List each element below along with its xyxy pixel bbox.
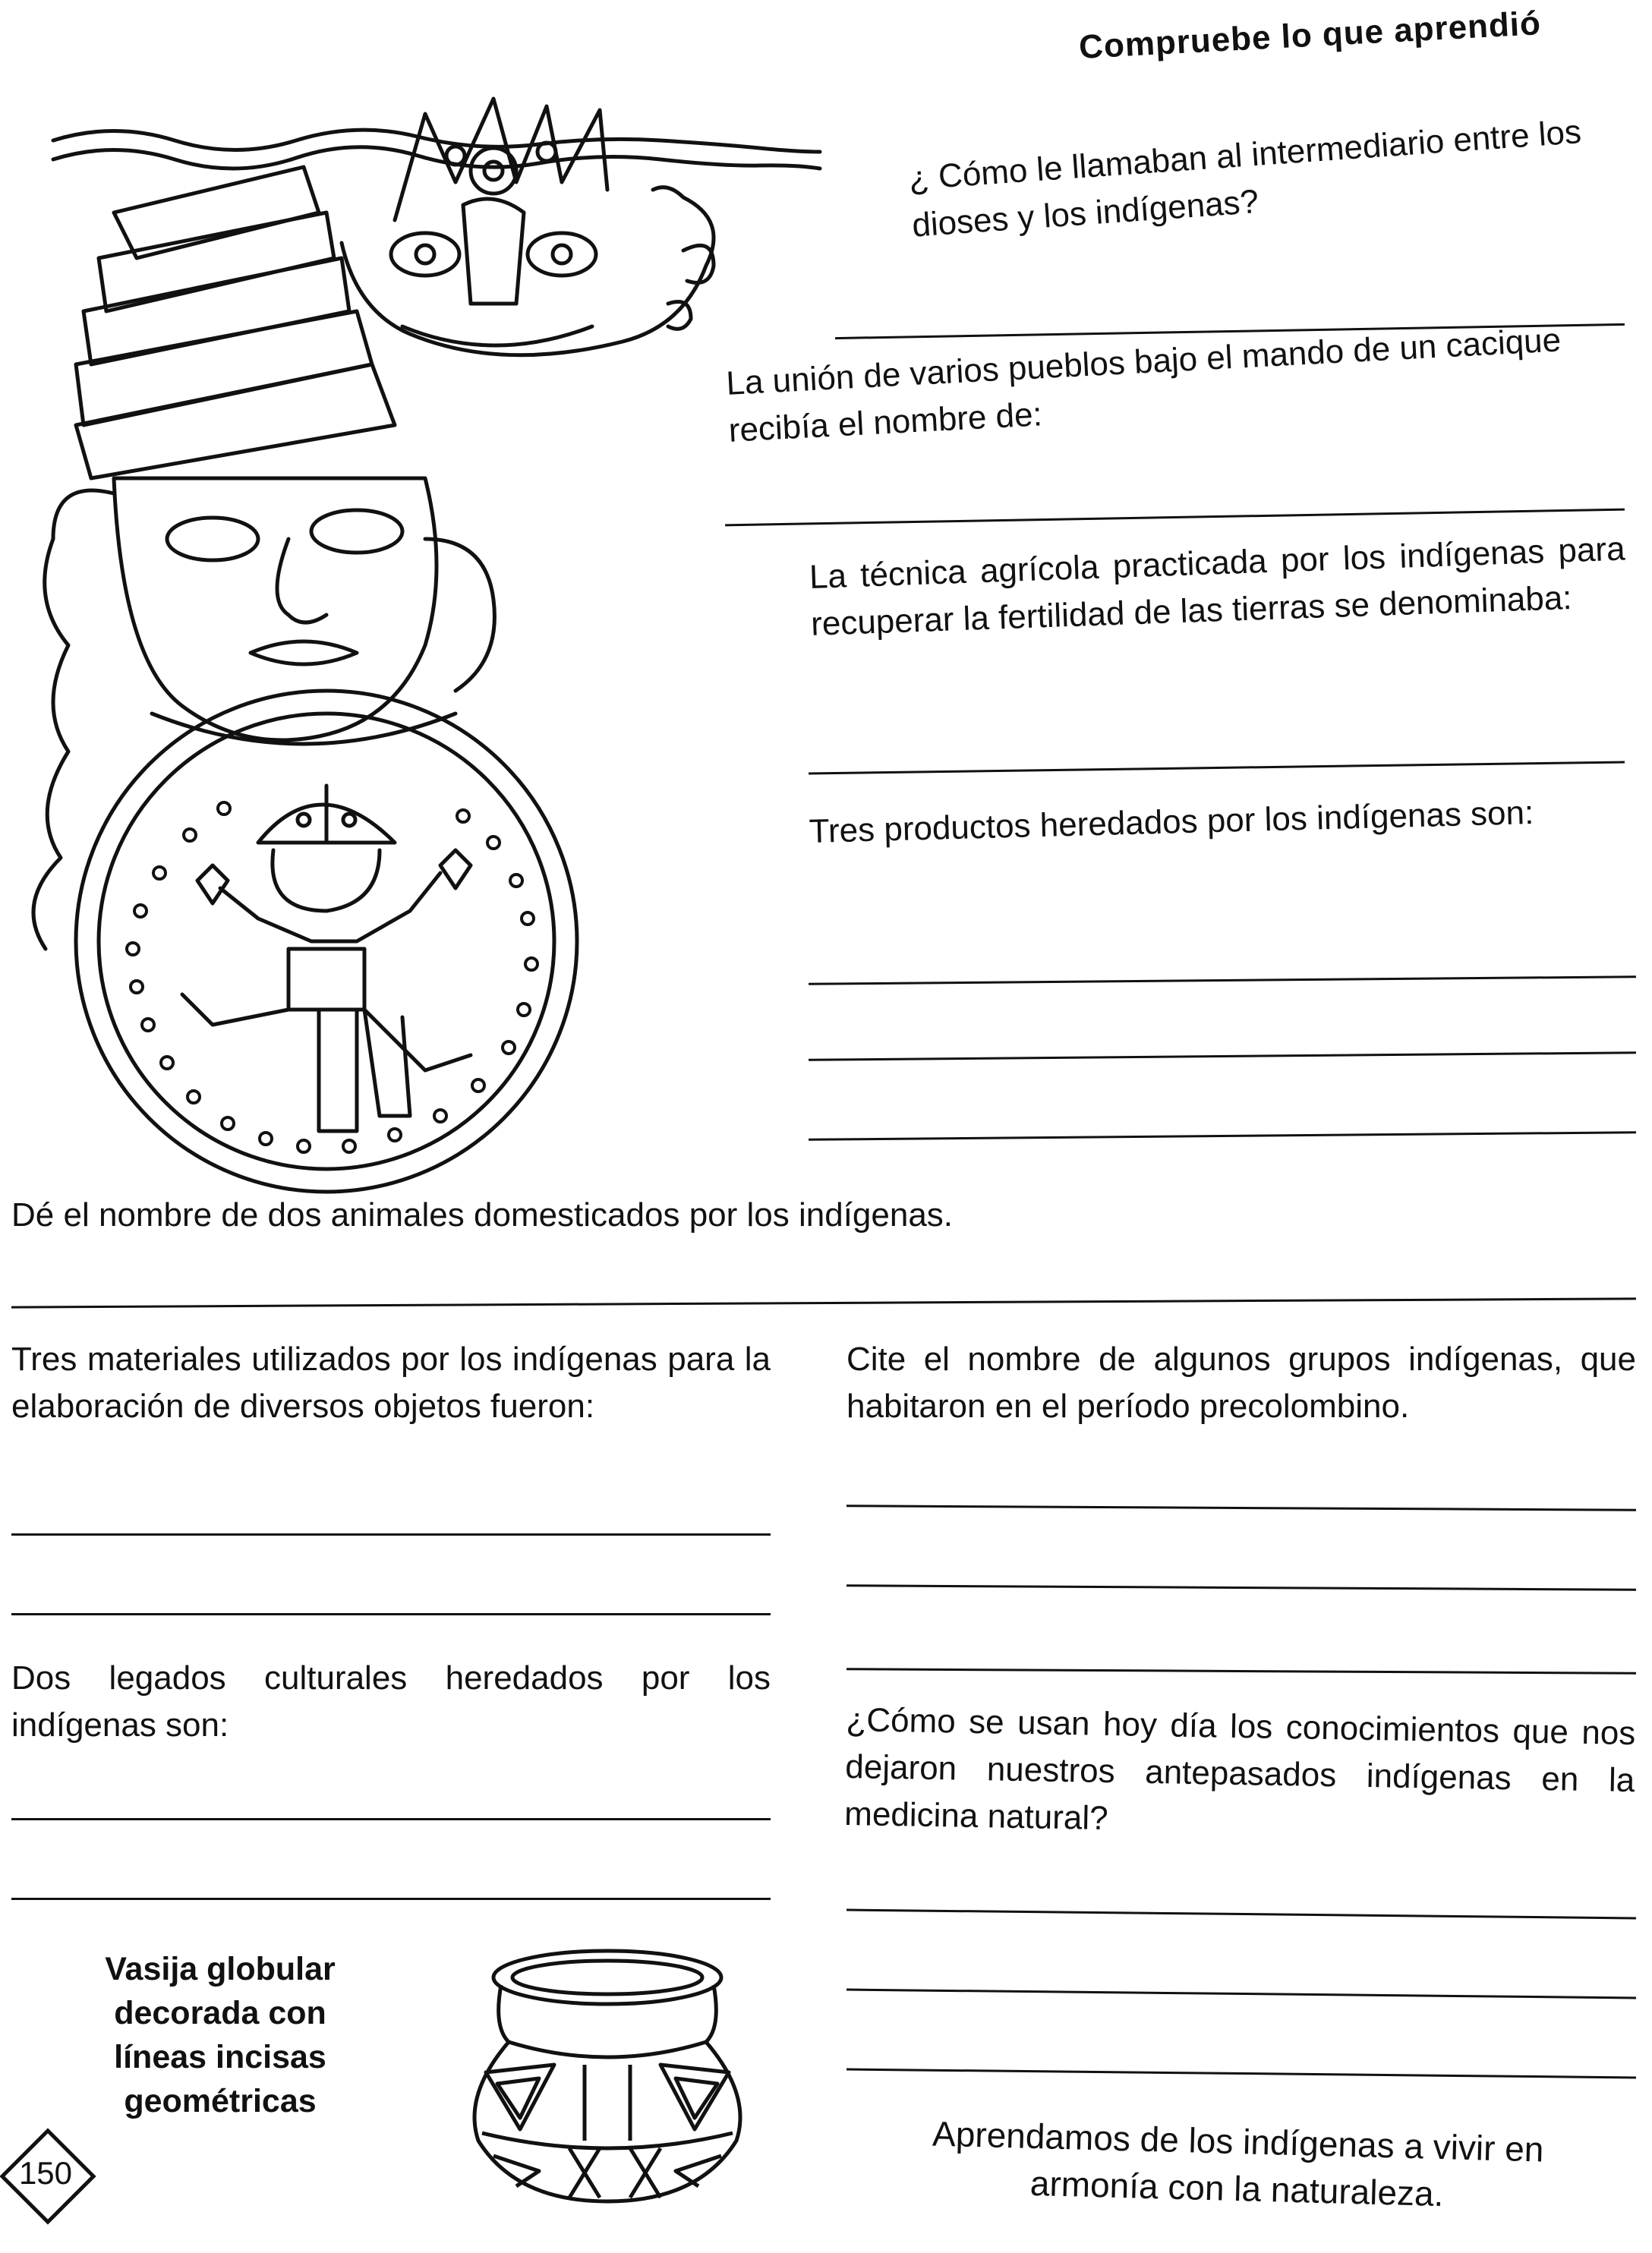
question-cultural-legacies: Dos legados culturales heredados por los indígenas son: bbox=[11, 1659, 771, 1744]
vessel-caption bbox=[53, 1947, 387, 2123]
answer-line-groups-2 bbox=[846, 1584, 1636, 1590]
answer-line-medicine-2 bbox=[846, 1989, 1636, 1999]
question-domesticated-animals: Dé el nombre de dos animales domesticados por los indígenas. bbox=[11, 1196, 954, 1234]
answer-line-agricultural-technique bbox=[809, 761, 1625, 774]
answer-line-groups-1 bbox=[846, 1505, 1636, 1511]
answer-line-product-3 bbox=[809, 1131, 1636, 1141]
answer-line-medicine-1 bbox=[846, 1909, 1636, 1920]
answer-line-legacies-1 bbox=[11, 1818, 771, 1820]
closing-message bbox=[857, 2108, 1619, 2222]
caption-line-4: geométricas bbox=[124, 2083, 317, 2119]
answer-line-product-2 bbox=[809, 1051, 1636, 1061]
question-confederation: La unión de varios pueblos bajo el mando de un cacique recibía el nombre de: bbox=[725, 321, 1562, 449]
answer-line-confederation bbox=[725, 509, 1625, 527]
answer-line-materials-1 bbox=[11, 1533, 771, 1536]
answer-line-domesticated-animals bbox=[11, 1297, 1636, 1308]
indigenous-mask-illustration bbox=[0, 68, 820, 1237]
question-agricultural-technique: La técnica agrícola practicada por los indígenas para recuperar la fertilidad de las tierras se denominaba: bbox=[809, 530, 1626, 643]
question-inherited-products: Tres productos heredados por los indígenas son: bbox=[809, 794, 1534, 850]
question-natural-medicine: ¿Cómo se usan hoy día los conocimientos que nos dejaron nuestros antepasados indígenas en la medicina natural? bbox=[843, 1700, 1636, 1838]
answer-line-groups-3 bbox=[846, 1668, 1636, 1674]
closing-line-1: Aprendamos de los indígenas a vivir en bbox=[932, 2113, 1545, 2169]
question-indigenous-groups: Cite el nombre de algunos grupos indígenas, que habitaron en el período precolombino. bbox=[846, 1341, 1636, 1425]
caption-line-2: decorada con bbox=[114, 1995, 326, 2031]
question-materials: Tres materiales utilizados por los indígenas para la elaboración de diversos objetos fueron: bbox=[11, 1341, 771, 1425]
answer-line-legacies-2 bbox=[11, 1898, 771, 1900]
answer-line-medicine-3 bbox=[846, 2069, 1636, 2079]
closing-line-2: armonía con la naturaleza. bbox=[1029, 2163, 1445, 2214]
caption-line-1: Vasija globular bbox=[105, 1951, 336, 1987]
question-intermediary: ¿ Cómo le llamaban al intermediario entre los dioses y los indígenas? bbox=[907, 113, 1583, 244]
page-title: Compruebe lo que aprendió bbox=[1078, 5, 1543, 66]
caption-line-3: líneas incisas bbox=[114, 2039, 326, 2075]
globular-vessel-illustration bbox=[448, 1943, 767, 2209]
page-number: 150 bbox=[18, 2155, 73, 2191]
answer-line-product-1 bbox=[809, 975, 1636, 985]
answer-line-materials-2 bbox=[11, 1613, 771, 1615]
